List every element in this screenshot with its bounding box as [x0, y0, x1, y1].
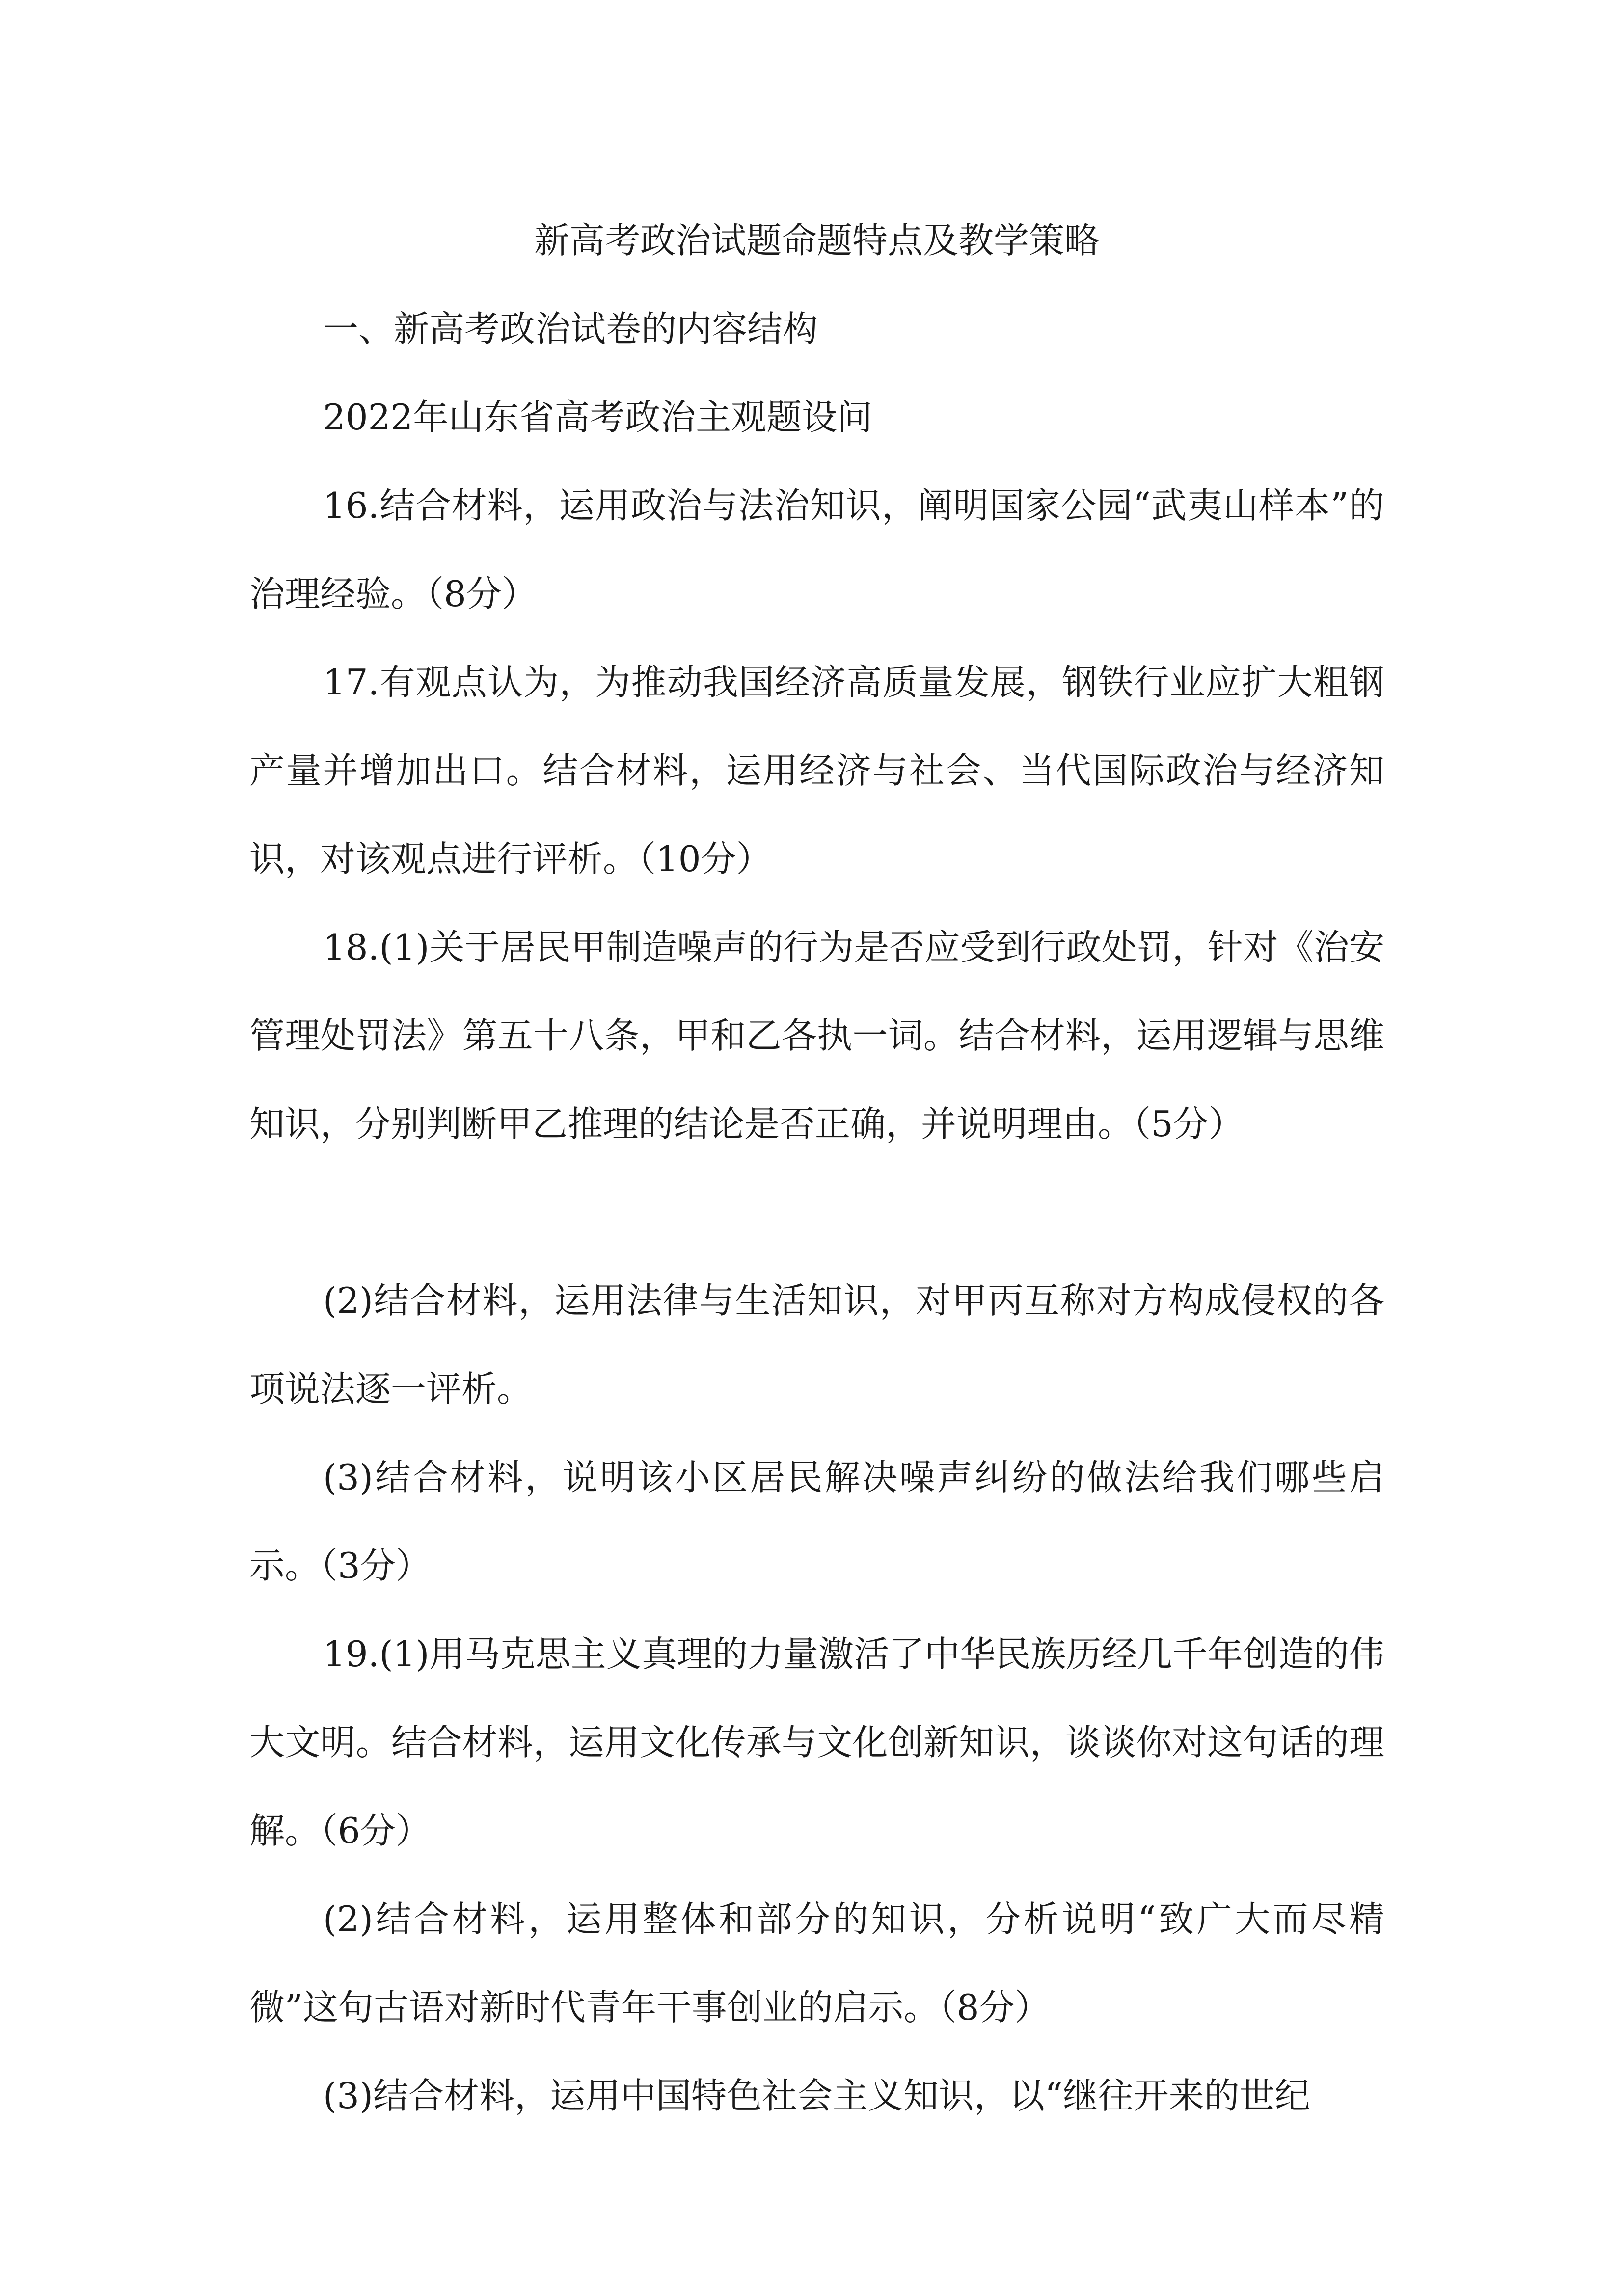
- document-title: 新高考政治试题命题特点及教学策略: [534, 220, 1100, 261]
- paragraph-q18-2: (2)结合材料，运用法律与生活知识，对甲丙互称对方构成侵权的各项说法逐一评析。: [249, 1280, 1384, 1410]
- paragraph-q18-3: (3)结合材料，说明该小区居民解决噪声纠纷的做法给我们哪些启示。（3分）: [249, 1457, 1384, 1586]
- paragraph-q19-2: (2)结合材料，运用整体和部分的知识，分析说明“致广大而尽精微”这句古语对新时代青年干事创业的启示。（8分）: [249, 1898, 1384, 2028]
- paragraph-intro: 2022年山东省高考政治主观题设问: [323, 397, 873, 438]
- paragraph-q19-1: 19.(1)用马克思主义真理的力量激活了中华民族历经几千年创造的伟大文明。结合材料，运用文化传承与文化创新知识，谈谈你对这句话的理解。（6分）: [249, 1633, 1384, 1851]
- section-heading: 一、新高考政治试卷的内容结构: [323, 308, 818, 349]
- paragraph-q17: 17.有观点认为，为推动我国经济高质量发展，钢铁行业应扩大粗钢产量并增加出口。结合材料，运用经济与社会、当代国际政治与经济知识，对该观点进行评析。（10分）: [249, 662, 1384, 880]
- paragraph-q18-1: 18.(1)关于居民甲制造噪声的行为是否应受到行政处罚，针对《治安管理处罚法》第五十八条，甲和乙各执一词。结合材料，运用逻辑与思维知识，分别判断甲乙推理的结论是否正确，并说明理由。（5分）: [249, 927, 1384, 1145]
- paragraph-q19-3: (3)结合材料，运用中国特色社会主义知识，以“继往开来的世纪: [323, 2075, 1310, 2116]
- paragraph-q16: 16.结合材料，运用政治与法治知识，阐明国家公园“武夷山样本”的治理经验。（8分）: [249, 485, 1384, 614]
